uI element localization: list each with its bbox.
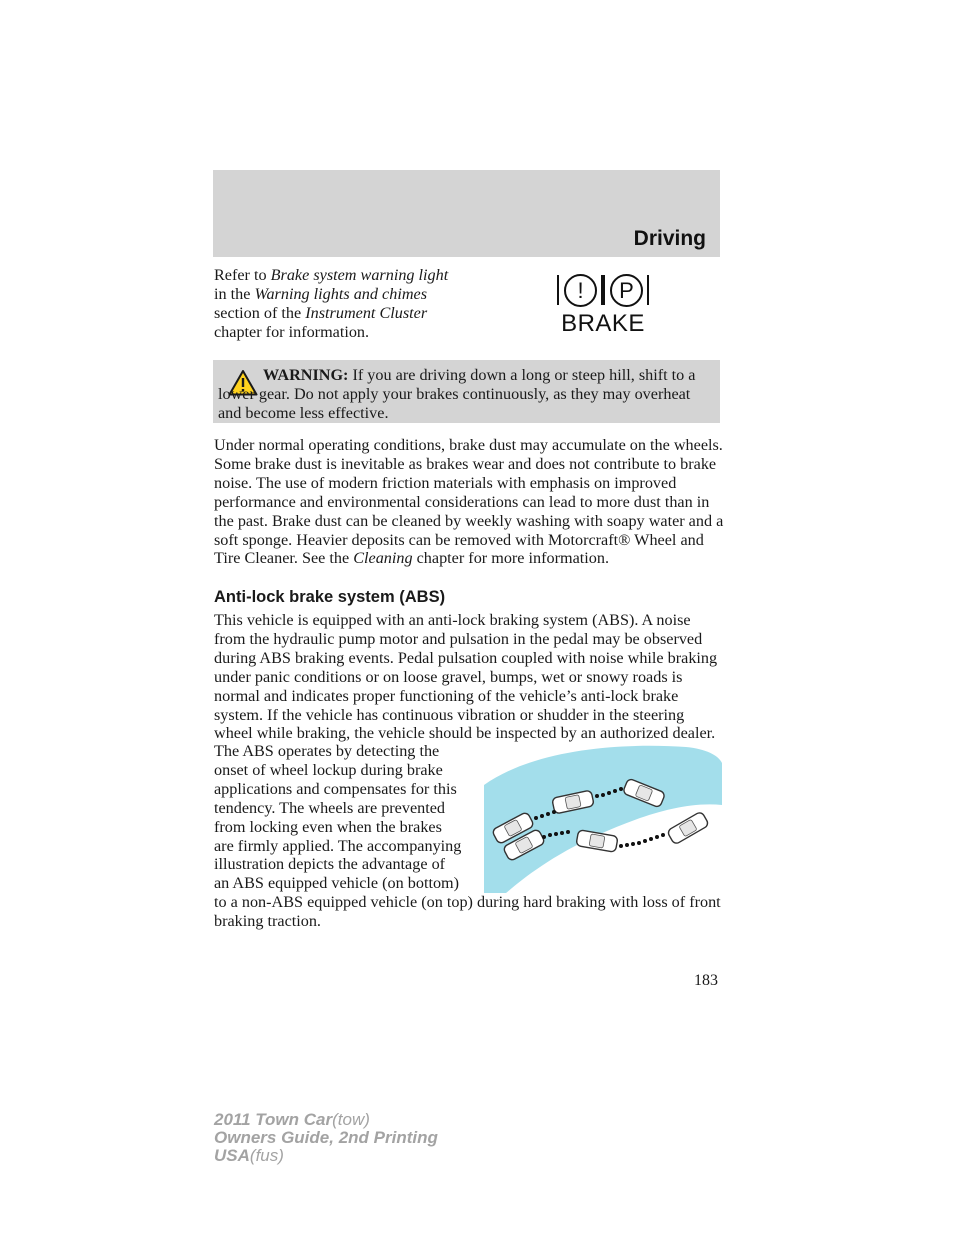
- warning-text: [218, 366, 716, 423]
- warning-box: [213, 360, 720, 423]
- ref-text-2: in the: [214, 284, 255, 303]
- footer-guide: Owners Guide, 2nd Printing: [214, 1128, 438, 1147]
- footer-market: USA: [214, 1146, 250, 1165]
- ref-link-instrument-cluster: Instrument Cluster: [305, 303, 428, 322]
- ref-text-3: section of the: [214, 303, 306, 322]
- abs-paragraph-1: This vehicle is equipped with an anti-lock braking system (ABS). A noise from the hydraulic pump motor and pulsation in the pedal may be observed during ABS braking events. Pedal pulsation coupled with noise while braking under panic conditions or on loose gravel, bumps, wet or snowy roads is normal and indicates proper functioning of the vehicle’s anti-lock brake system. If the vehicle has continuous vibration or shudder in the steering wheel while braking, the vehicle should be inspected by an authorized dealer.: [214, 611, 718, 743]
- ref-link-warning-lights: Warning lights and chimes: [254, 284, 427, 303]
- brake-light-reference: [214, 266, 454, 342]
- section-header-band: [213, 170, 720, 257]
- warning-body: If you are driving down a long or steep hill, shift to a lower gear. Do not apply your brakes continuously, as they may overheat and become less effective.: [218, 366, 696, 422]
- ref-text-1: Refer to: [214, 266, 271, 284]
- footer-model: 2011 Town Car: [214, 1110, 333, 1129]
- brake-word: BRAKE: [561, 310, 645, 337]
- dust-link-cleaning: Cleaning: [353, 549, 413, 568]
- warning-label: WARNING:: [263, 366, 349, 384]
- exclamation-circle-icon: !: [564, 274, 597, 307]
- abs-heading: Anti-lock brake system (ABS): [214, 588, 446, 606]
- brake-dust-paragraph: [214, 436, 724, 568]
- abs-paragraph-2-text: The ABS operates by detecting the onset of wheel lockup during brake applications and compensates for this tendency. The wheels are prevented from locking even when the brakes are firmly applied. The accompanying illustration depicts the advantage of an ABS equipped vehicle (on bottom) to a non-ABS equipped vehicle (on top) during hard braking with loss of front braking traction.: [214, 742, 721, 931]
- brake-warning-light-icon: [556, 274, 650, 336]
- abs-braking-illustration: [478, 745, 724, 895]
- page-number: 183: [694, 972, 718, 989]
- car-icon: [667, 811, 710, 845]
- footer-market-code: (fus): [249, 1146, 284, 1165]
- footer-imprint: [214, 1111, 438, 1165]
- ref-link-brake-light: Brake system warning light: [270, 266, 449, 284]
- dust-text-1: Under normal operating conditions, brake dust may accumulate on the wheels. Some brake dust is inevitable as brakes wear and does not contribute to brake noise. The use of modern friction materials with emphasis on improved performance and environmental considerations can lead to more dust than in the past. Brake dust can be cleaned by weekly washing with soapy water and a soft sponge. Heavier deposits can be removed with Motorcraft® Wheel and Tire Cleaner. See the: [214, 436, 724, 568]
- dust-text-2: chapter for more information.: [412, 549, 610, 568]
- car-icon: [576, 830, 618, 853]
- section-title: Driving: [633, 227, 706, 250]
- ref-text-4: chapter for information.: [214, 322, 370, 341]
- footer-model-code: (tow): [332, 1110, 370, 1129]
- parking-circle-icon: P: [610, 274, 643, 307]
